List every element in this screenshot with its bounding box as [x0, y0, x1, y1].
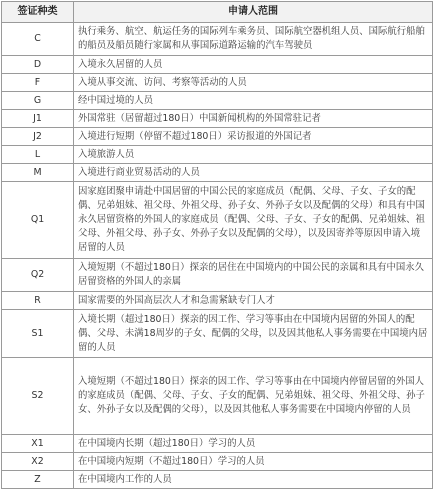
applicant-scope: 入境短期（不超过180日）探亲的居住在中国境内的中国公民的亲属和具有中国永久居留资格的外国人的亲属 — [74, 259, 433, 292]
table-row — [2, 292, 433, 310]
visa-code: Z — [2, 471, 74, 489]
applicant-scope: 入境进行短期（停留不超过180日）采访报道的外国记者 — [74, 128, 433, 146]
visa-code: C — [2, 23, 74, 56]
visa-code: J1 — [2, 110, 74, 128]
table-row — [2, 56, 433, 74]
visa-code: L — [2, 146, 74, 164]
table-row — [2, 146, 433, 164]
table-row — [2, 471, 433, 489]
table-row — [2, 23, 433, 56]
visa-code: R — [2, 292, 74, 310]
applicant-scope: 入境长期（超过180日）探亲的因工作、学习等事由在中国境内居留的外国人的配偶、父母、未满18周岁的子女、配偶的父母，以及因其他私人事务需要在中国境内居留的人员 — [74, 310, 433, 358]
applicant-scope: 入境从事交流、访问、考察等活动的人员 — [74, 74, 433, 92]
visa-code: Q2 — [2, 259, 74, 292]
visa-code: X2 — [2, 453, 74, 471]
table-row — [2, 358, 433, 435]
visa-category-table — [1, 1, 433, 489]
applicant-scope: 入境旅游人员 — [74, 146, 433, 164]
table-row — [2, 164, 433, 182]
visa-code: X1 — [2, 435, 74, 453]
applicant-scope: 经中国过境的人员 — [74, 92, 433, 110]
table-row — [2, 110, 433, 128]
visa-code: S2 — [2, 358, 74, 435]
table-row — [2, 74, 433, 92]
applicant-scope: 入境短期（不超过180日）探亲的因工作、学习等事由在中国境内停留居留的外国人的家庭成员（配偶、父母、子女、子女的配偶、兄弟姐妹、祖父母、外祖父母、孙子女、外孙子女以及配偶的父母），以及因其他私人事务需要在中国境内停留的人员 — [74, 358, 433, 435]
applicant-scope: 入境永久居留的人员 — [74, 56, 433, 74]
visa-code: F — [2, 74, 74, 92]
visa-code: D — [2, 56, 74, 74]
table-row — [2, 92, 433, 110]
applicant-scope: 执行乘务、航空、航运任务的国际列车乘务员、国际航空器机组人员、国际航行船舶的船员及船员随行家属和从事国际道路运输的汽车驾驶员 — [74, 23, 433, 56]
visa-code: G — [2, 92, 74, 110]
applicant-scope: 在中国境内短期（不超过180日）学习的人员 — [74, 453, 433, 471]
header-applicant-scope: 申请人范围 — [74, 2, 433, 23]
visa-code: J2 — [2, 128, 74, 146]
table-row — [2, 128, 433, 146]
header-visa-type: 签证种类 — [2, 2, 74, 23]
visa-code: S1 — [2, 310, 74, 358]
table-row — [2, 310, 433, 358]
applicant-scope: 因家庭团聚申请赴中国居留的中国公民的家庭成员（配偶、父母、子女、子女的配偶、兄弟姐妹、祖父母、外祖父母、孙子女、外孙子女以及配偶的父母）和具有中国永久居留资格的外国人的家庭成员（配偶、父母、子女、子女的配偶、兄弟姐妹、祖父母、外祖父母、孙子女、外孙子女以及配偶的父母），以及因寄养等原因申请入境居留的人员 — [74, 182, 433, 259]
table-header-row — [2, 2, 433, 23]
table-row — [2, 182, 433, 259]
visa-code: Q1 — [2, 182, 74, 259]
applicant-scope: 在中国境内长期（超过180日）学习的人员 — [74, 435, 433, 453]
applicant-scope: 入境进行商业贸易活动的人员 — [74, 164, 433, 182]
table-row — [2, 259, 433, 292]
applicant-scope: 在中国境内工作的人员 — [74, 471, 433, 489]
applicant-scope: 外国常驻（居留超过180日）中国新闻机构的外国常驻记者 — [74, 110, 433, 128]
visa-code: M — [2, 164, 74, 182]
applicant-scope: 国家需要的外国高层次人才和急需紧缺专门人才 — [74, 292, 433, 310]
table-row — [2, 435, 433, 453]
table-row — [2, 453, 433, 471]
